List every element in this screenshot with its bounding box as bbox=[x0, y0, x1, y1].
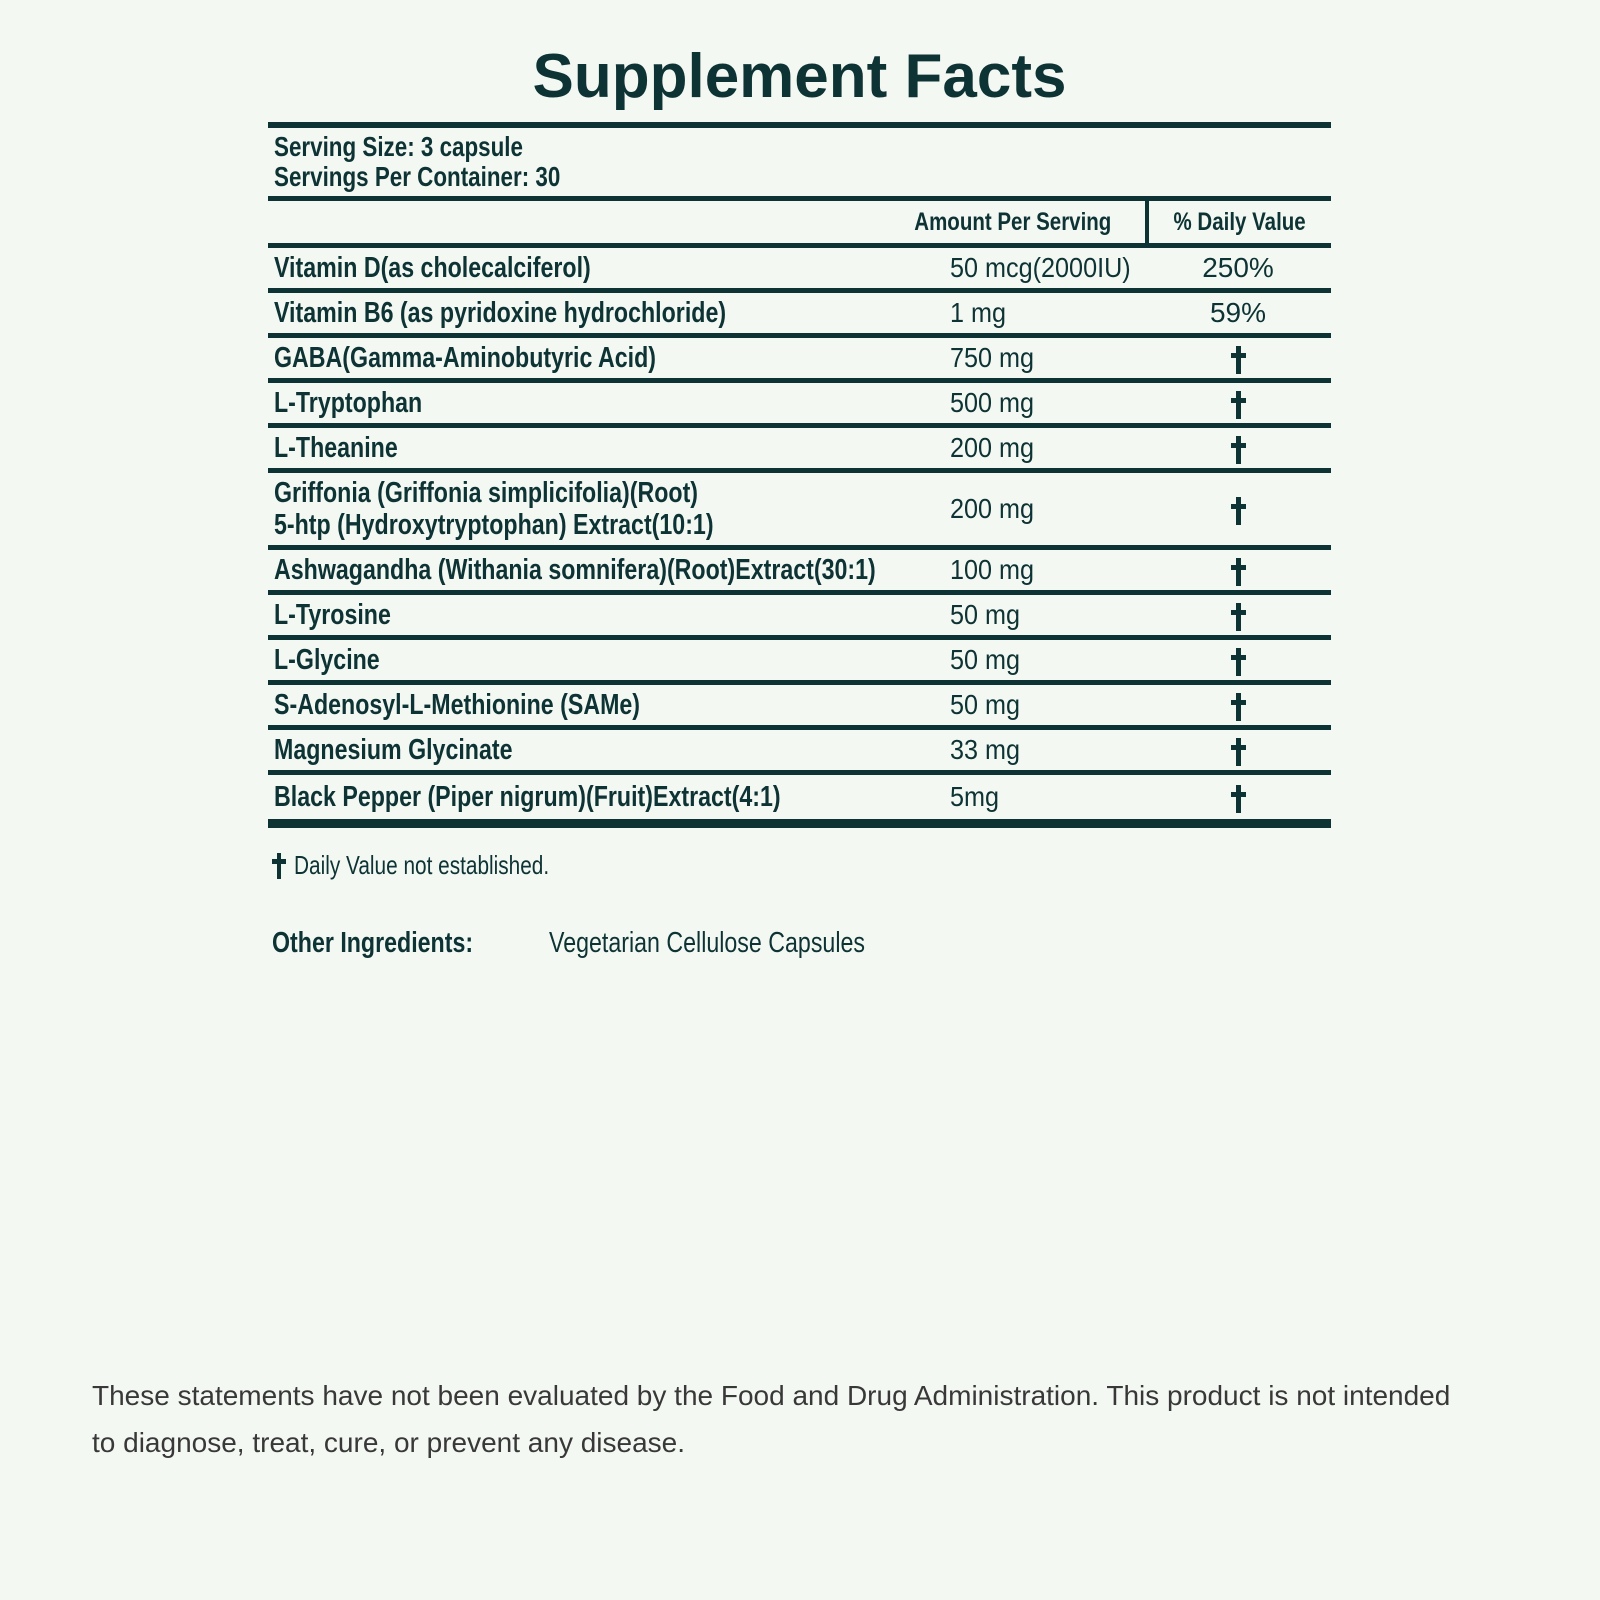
ingredient-amount: 5mg bbox=[950, 781, 1000, 812]
ingredient-amount: 33 mg bbox=[950, 734, 1021, 765]
ingredient-name: L-Tryptophan bbox=[274, 387, 423, 419]
ingredient-name: Black Pepper (Piper nigrum)(Fruit)Extract(4:1) bbox=[274, 781, 781, 813]
serving-size: Serving Size: 3 capsule bbox=[274, 131, 523, 162]
ingredient-amount: 1 mg bbox=[950, 297, 1007, 328]
table-header bbox=[268, 201, 1331, 243]
column-header-amount: Amount Per Serving bbox=[913, 207, 1111, 236]
dagger-icon bbox=[1231, 648, 1246, 676]
ingredient-daily-value bbox=[1145, 493, 1331, 525]
table-row bbox=[268, 428, 1331, 473]
fda-disclaimer-line-1: These statements have not been evaluated by the Food and Drug Administration. This product is not intended bbox=[92, 1380, 1451, 1411]
table-row bbox=[268, 730, 1331, 775]
other-ingredients bbox=[268, 927, 1331, 960]
table-row bbox=[268, 248, 1331, 293]
ingredient-name: Ashwagandha (Withania somnifera)(Root)Extract(30:1) bbox=[274, 554, 876, 586]
servings-per-container: Servings Per Container: 30 bbox=[274, 161, 561, 192]
dagger-icon bbox=[1231, 693, 1246, 721]
table-row bbox=[268, 383, 1331, 428]
ingredient-daily-value: 250% bbox=[1202, 252, 1274, 283]
header-spacer bbox=[268, 201, 871, 243]
ingredient-daily-value bbox=[1145, 644, 1331, 676]
table-row bbox=[268, 595, 1331, 640]
ingredient-amount: 500 mg bbox=[950, 387, 1035, 418]
ingredient-name: S-Adenosyl-L-Methionine (SAMe) bbox=[274, 689, 641, 721]
dagger-icon bbox=[1231, 436, 1246, 464]
dagger-icon bbox=[1231, 497, 1246, 525]
dagger-icon bbox=[1231, 603, 1246, 631]
ingredient-daily-value: 59% bbox=[1209, 297, 1267, 328]
ingredient-name: GABA(Gamma-Aminobutyric Acid) bbox=[274, 342, 656, 374]
ingredient-daily-value bbox=[1145, 387, 1331, 419]
dagger-icon bbox=[272, 853, 286, 879]
table-row bbox=[268, 685, 1331, 730]
table-row bbox=[268, 338, 1331, 383]
ingredient-name: Magnesium Glycinate bbox=[274, 734, 513, 766]
ingredient-amount: 200 mg bbox=[950, 432, 1035, 463]
daily-value-footnote bbox=[268, 850, 1331, 881]
column-header-daily-value: % Daily Value bbox=[1145, 201, 1331, 243]
ingredient-amount: 750 mg bbox=[950, 342, 1035, 373]
dagger-icon bbox=[1231, 738, 1246, 766]
ingredient-daily-value bbox=[1145, 599, 1331, 631]
ingredient-amount: 50 mg bbox=[950, 599, 1021, 630]
ingredient-name: Vitamin D(as cholecalciferol) bbox=[274, 252, 591, 284]
fda-disclaimer bbox=[92, 1372, 1552, 1466]
table-row bbox=[268, 550, 1331, 595]
ingredient-name: L-Theanine bbox=[274, 432, 398, 464]
ingredient-daily-value bbox=[1145, 689, 1331, 721]
dagger-icon bbox=[1231, 346, 1246, 374]
dagger-icon bbox=[1231, 391, 1246, 419]
supplement-facts-panel bbox=[268, 40, 1331, 960]
ingredient-daily-value bbox=[1145, 554, 1331, 586]
ingredient-amount: 50 mg bbox=[950, 644, 1021, 675]
table-row bbox=[268, 640, 1331, 685]
table-row bbox=[268, 775, 1331, 828]
dagger-icon bbox=[1231, 558, 1246, 586]
ingredient-name: L-Tyrosine bbox=[274, 599, 391, 631]
other-ingredients-label: Other Ingredients: bbox=[272, 927, 474, 959]
table-row bbox=[268, 473, 1331, 550]
ingredient-name: L-Glycine bbox=[274, 644, 380, 676]
other-ingredients-value: Vegetarian Cellulose Capsules bbox=[549, 927, 866, 959]
ingredient-amount: 50 mg bbox=[950, 689, 1021, 720]
ingredient-name: Griffonia (Griffonia simplicifolia)(Root) 5-htp (Hydroxytryptophan) Extract(10:1) bbox=[274, 477, 714, 541]
ingredient-amount: 50 mcg(2000IU) bbox=[950, 252, 1131, 283]
ingredient-amount: 100 mg bbox=[950, 554, 1035, 585]
dagger-icon bbox=[1231, 785, 1246, 813]
ingredient-table bbox=[268, 248, 1331, 828]
fda-disclaimer-line-2: to diagnose, treat, cure, or prevent any disease. bbox=[92, 1427, 686, 1458]
page-title: Supplement Facts bbox=[532, 42, 1067, 111]
ingredient-daily-value bbox=[1145, 432, 1331, 464]
ingredient-daily-value bbox=[1145, 342, 1331, 374]
ingredient-name: Vitamin B6 (as pyridoxine hydrochloride) bbox=[274, 297, 727, 329]
ingredient-daily-value bbox=[1145, 781, 1331, 813]
ingredient-daily-value bbox=[1145, 734, 1331, 766]
serving-info bbox=[268, 128, 1331, 196]
footnote-text: Daily Value not established. bbox=[294, 850, 550, 880]
ingredient-amount: 200 mg bbox=[950, 493, 1035, 524]
table-row bbox=[268, 293, 1331, 338]
